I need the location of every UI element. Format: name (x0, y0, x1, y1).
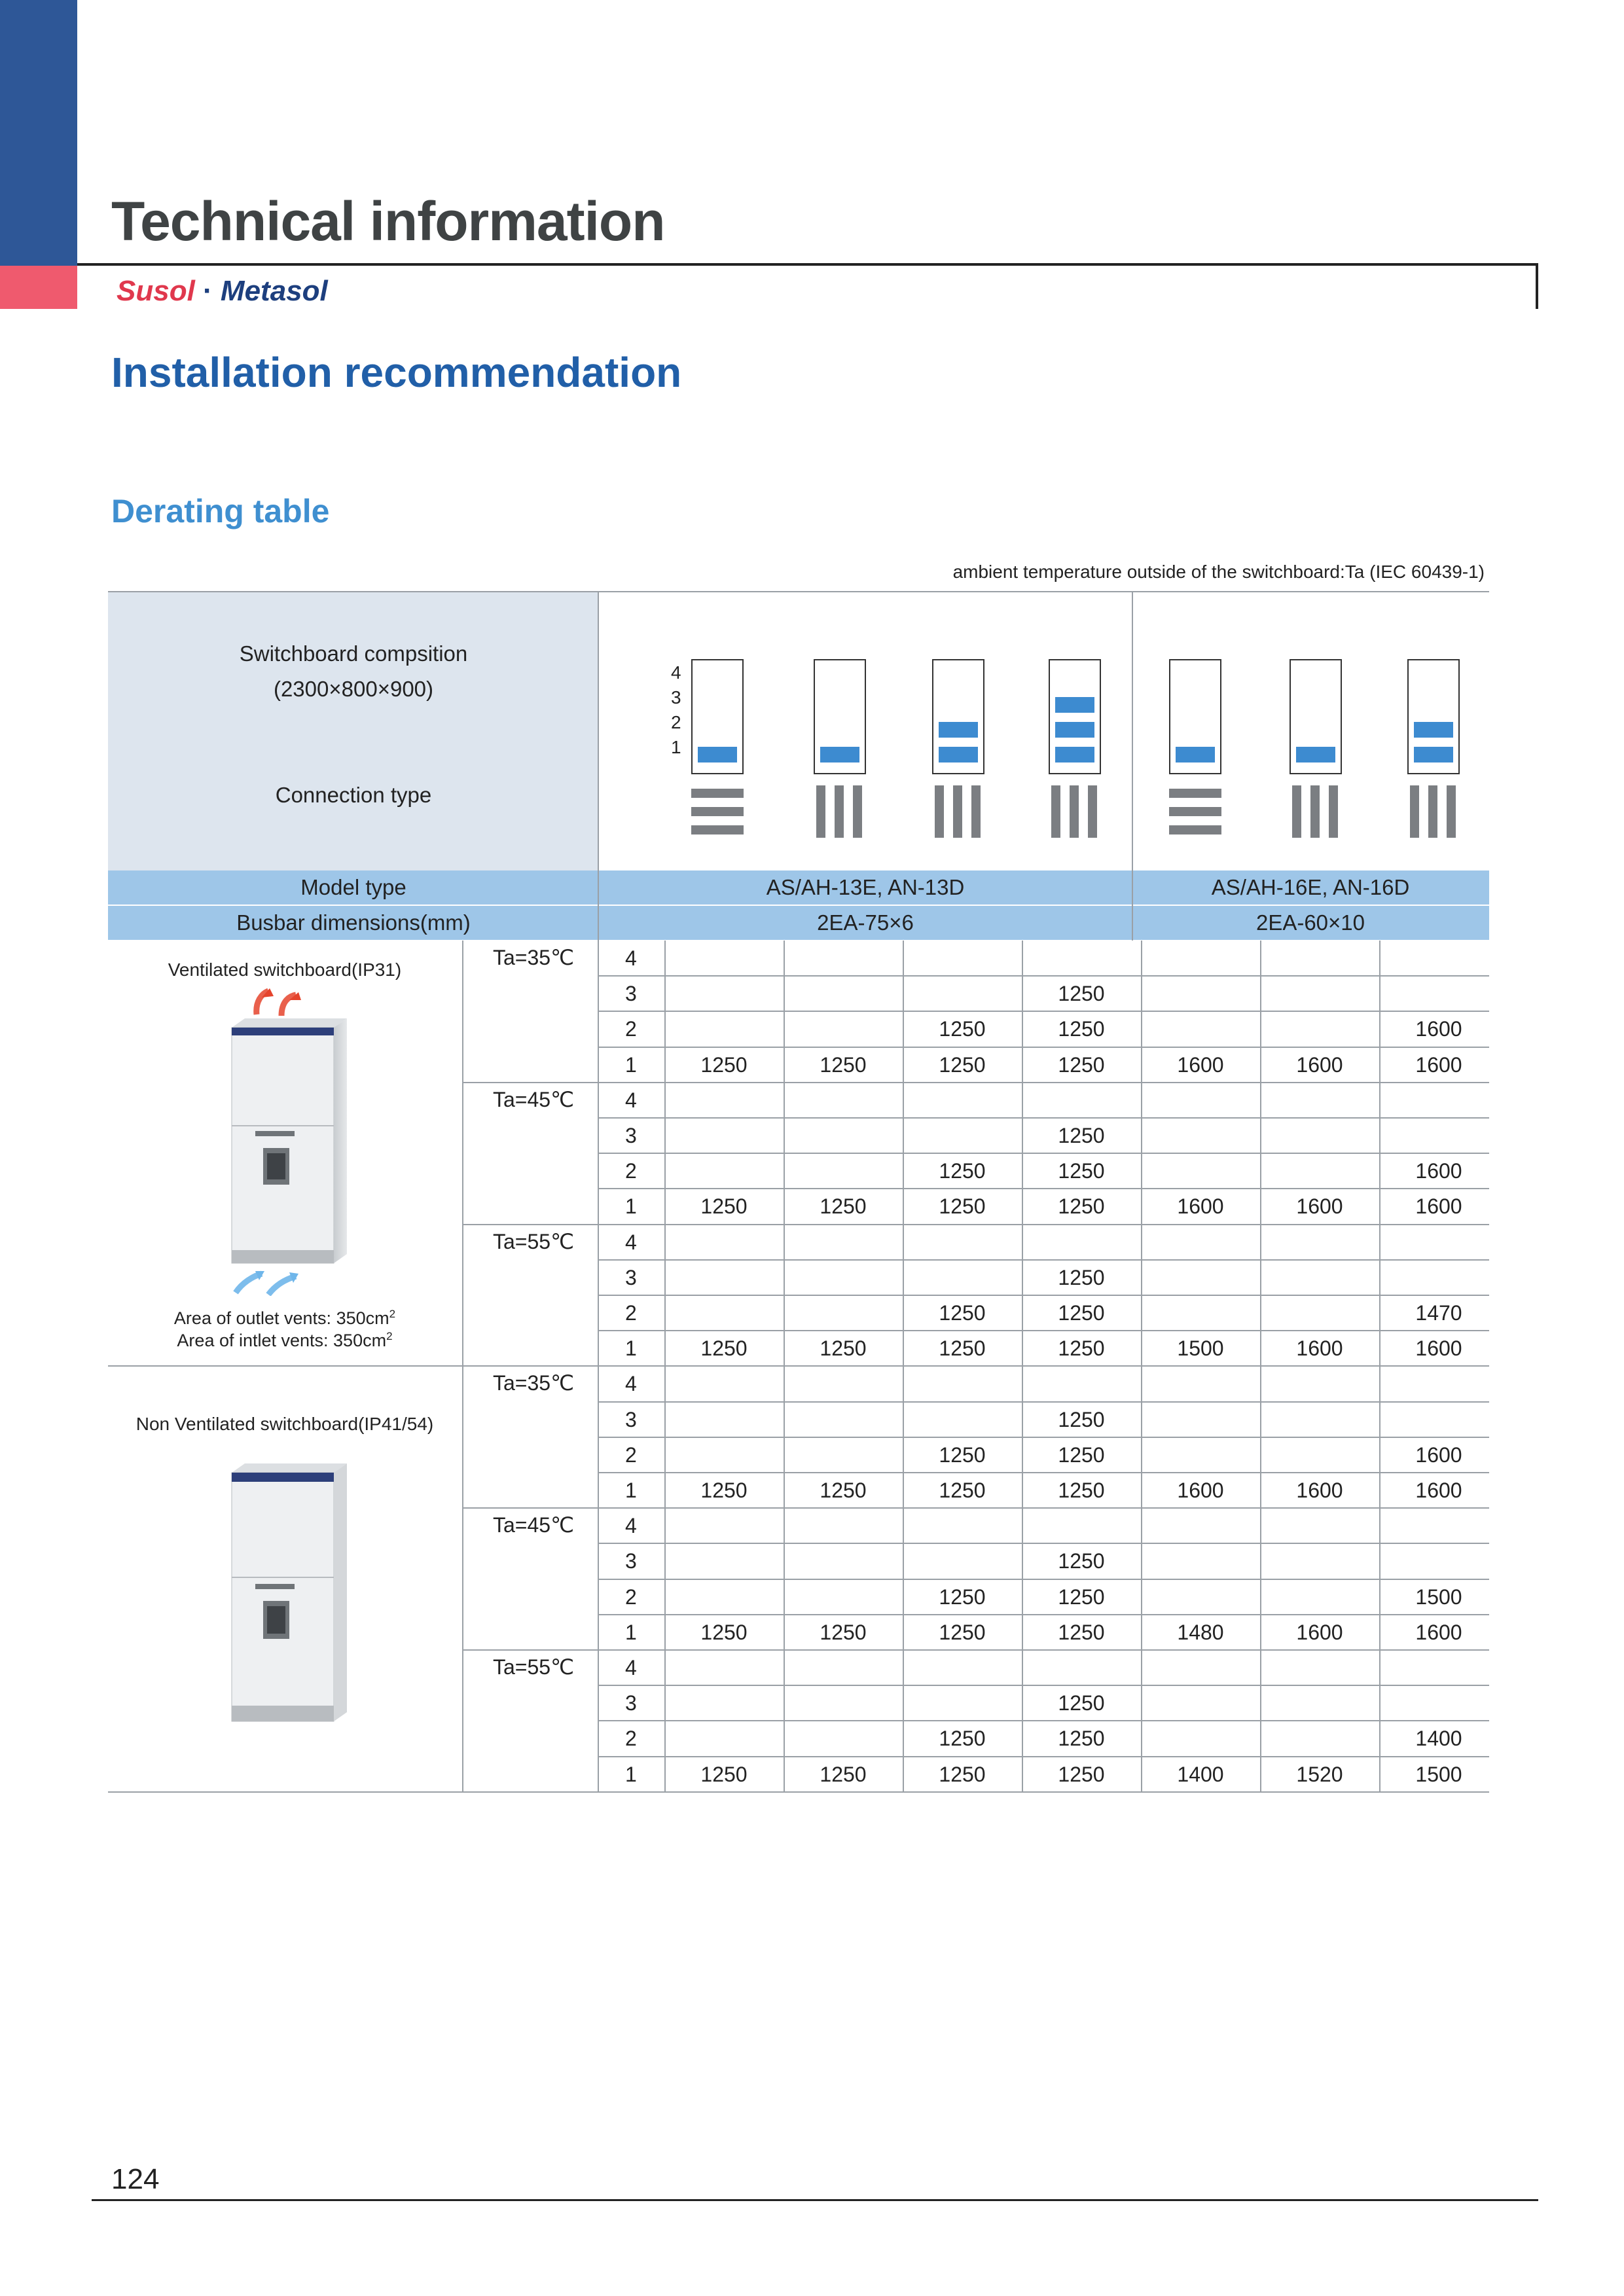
value-col-divider-1 (664, 941, 666, 1792)
vent-outlet-area (108, 1308, 461, 1329)
rating-cell: 1600 (1415, 1194, 1462, 1219)
temperature-block-rule (462, 1082, 599, 1083)
group-rule (108, 1791, 465, 1793)
value-col-divider-3 (903, 941, 904, 1792)
rating-cell: 1250 (939, 1336, 986, 1361)
busbar-vertical-2-2 (835, 785, 844, 838)
tier-number: 1 (625, 1194, 637, 1219)
composition-header-cell (108, 591, 599, 870)
rating-cell: 1250 (939, 1159, 986, 1183)
composition-dimensions: (2300×800×900) (273, 677, 434, 701)
temperature-block-rule (462, 1224, 599, 1225)
tier-fill-3-2 (939, 722, 978, 738)
rating-cell: 1600 (1415, 1479, 1462, 1502)
temperature-label: Ta=45℃ (493, 1513, 575, 1537)
rating-cell: 1250 (1058, 1762, 1105, 1786)
temperature-label: Ta=35℃ (493, 1371, 575, 1395)
brand-separator: · (203, 275, 213, 307)
rating-cell: 1600 (1415, 1159, 1462, 1183)
rating-cell: 1600 (1296, 1194, 1343, 1219)
busbar-vertical-3-1 (935, 785, 944, 838)
busbar-horizontal-5-3 (1169, 825, 1221, 834)
subsection-heading: Derating table (111, 493, 330, 529)
rating-cell: 1250 (700, 1052, 748, 1077)
rating-cell: 1480 (1177, 1620, 1224, 1644)
busbar-vertical-4-2 (1070, 785, 1079, 838)
busbar-horizontal-5-2 (1169, 807, 1221, 816)
tier-number: 2 (625, 1443, 637, 1467)
temperature-label: Ta=45℃ (493, 1087, 575, 1111)
tier-label-2: 2 (671, 712, 681, 732)
value-col-divider-6 (1260, 941, 1261, 1792)
tier-number: 1 (625, 1762, 637, 1786)
busbar-horizontal-1-1 (691, 789, 744, 798)
footer-rule (92, 2199, 1538, 2201)
tier-fill-4-3 (1055, 697, 1094, 713)
rating-cell: 1250 (820, 1479, 867, 1502)
side-accent-blue (0, 0, 77, 266)
group-rule (108, 1365, 465, 1367)
brand-susol: Susol (117, 275, 195, 307)
temperature-block-rule (462, 1649, 599, 1651)
tier-number: 4 (625, 1656, 637, 1679)
temperature-label: Ta=55℃ (493, 1655, 575, 1679)
rating-cell: 1600 (1296, 1620, 1343, 1644)
rating-cell: 1500 (1177, 1336, 1224, 1361)
rating-cell: 1600 (1415, 1336, 1462, 1361)
rating-cell: 1250 (1058, 1336, 1105, 1361)
rating-cell: 1250 (939, 1585, 986, 1609)
row-rule (598, 1507, 1489, 1509)
busbar-vertical-3-2 (953, 785, 962, 838)
brand-metasol: Metasol (220, 275, 328, 307)
row-rule (598, 1082, 1489, 1083)
busbar-label: Busbar dimensions(mm) (236, 910, 471, 935)
rating-cell: 1250 (1058, 1443, 1105, 1467)
rating-cell: 1250 (1058, 1052, 1105, 1077)
rating-cell: 1400 (1415, 1727, 1462, 1751)
rating-cell: 1400 (1177, 1762, 1224, 1786)
busbar-a: 2EA-75×6 (817, 910, 914, 935)
tier-number: 1 (625, 1479, 637, 1502)
connection-type-label: Connection type (275, 783, 432, 807)
temp-col-divider (462, 941, 463, 1792)
tier-number: 2 (625, 1017, 637, 1041)
rating-cell: 1600 (1177, 1479, 1224, 1502)
busbar-b: 2EA-60×10 (1255, 910, 1365, 935)
rating-cell: 1600 (1415, 1443, 1462, 1467)
busbar-vertical-7-1 (1410, 785, 1419, 838)
vent-inlet-unit-sup: 2 (386, 1330, 393, 1342)
tier-number: 4 (625, 1230, 637, 1254)
vent-outlet-text: Area of outlet vents: 350cm (173, 1308, 389, 1328)
rating-cell: 1250 (1058, 1407, 1105, 1431)
brand-logo (117, 275, 328, 308)
vent-inlet-area (108, 1330, 461, 1351)
rating-cell: 1250 (1058, 1194, 1105, 1219)
busbar-vertical-6-3 (1329, 785, 1338, 838)
value-col-divider-4 (1022, 941, 1023, 1792)
rating-cell: 1250 (939, 1762, 986, 1786)
tier-number: 3 (625, 982, 637, 1006)
rating-cell: 1250 (939, 1620, 986, 1644)
rating-cell: 1250 (939, 1443, 986, 1467)
row-rule (598, 1365, 1489, 1367)
rating-cell: 1250 (700, 1620, 748, 1644)
tier-number: 2 (625, 1159, 637, 1183)
busbar-horizontal-1-3 (691, 825, 744, 834)
busbar-horizontal-5-1 (1169, 789, 1221, 798)
tier-number: 3 (625, 1549, 637, 1573)
value-col-divider-2 (784, 941, 785, 1792)
rating-cell: 1500 (1415, 1762, 1462, 1786)
tier-label-3: 3 (671, 687, 681, 708)
rating-cell: 1250 (1058, 1479, 1105, 1502)
value-col-divider-7 (1379, 941, 1380, 1792)
rating-cell: 1250 (1058, 1301, 1105, 1325)
non-ventilated-switchboard-image (216, 1446, 373, 1748)
busbar-vertical-2-3 (853, 785, 862, 838)
busbar-vertical-4-1 (1051, 785, 1060, 838)
title-rule-end (1536, 263, 1538, 309)
rating-cell: 1520 (1296, 1762, 1343, 1786)
tier-fill-4-1 (1055, 747, 1094, 762)
tier-number: 2 (625, 1301, 637, 1325)
inlet-arrow-2 (268, 1276, 296, 1295)
tier-number: 3 (625, 1407, 637, 1431)
rating-cell: 1250 (1058, 1017, 1105, 1041)
tier-fill-6-1 (1296, 747, 1335, 762)
vent-outlet-unit-sup: 2 (389, 1308, 396, 1320)
ambient-note: ambient temperature outside of the switchboard:Ta (IEC 60439-1) (952, 562, 1485, 582)
busbar-vertical-4-3 (1088, 785, 1097, 838)
rating-cell: 1600 (1296, 1052, 1343, 1077)
tier-number: 3 (625, 1691, 637, 1715)
rating-cell: 1250 (700, 1479, 748, 1502)
temperature-block-rule (462, 1791, 599, 1793)
row-rule (598, 1224, 1489, 1225)
tier-number: 2 (625, 1727, 637, 1751)
rating-cell: 1250 (939, 1052, 986, 1077)
side-accent-red (0, 266, 77, 309)
rating-cell: 1600 (1177, 1052, 1224, 1077)
busbar-vertical-3-3 (971, 785, 981, 838)
model-type-a: AS/AH-13E, AN-13D (766, 875, 965, 899)
title-rule (77, 263, 1538, 266)
tier-number: 1 (625, 1052, 637, 1077)
value-col-divider-5 (1141, 941, 1142, 1792)
ventilated-switchboard-image (216, 988, 373, 1296)
rating-cell: 1250 (700, 1762, 748, 1786)
busbar-vertical-6-1 (1292, 785, 1301, 838)
header-divider-mid (1132, 591, 1133, 941)
rating-cell: 1600 (1177, 1194, 1224, 1219)
rating-cell: 1250 (1058, 1159, 1105, 1183)
tier-fill-4-2 (1055, 722, 1094, 738)
tier-fill-3-1 (939, 747, 978, 762)
composition-label: Switchboard compsition (239, 641, 468, 666)
page-number: 124 (111, 2163, 160, 2195)
tier-number: 2 (625, 1585, 637, 1609)
busbar-horizontal-1-2 (691, 807, 744, 816)
tier-number: 4 (625, 1514, 637, 1538)
busbar-vertical-2-1 (816, 785, 825, 838)
rating-cell: 1600 (1296, 1336, 1343, 1361)
rating-cell: 1250 (820, 1762, 867, 1786)
rating-cell: 1250 (939, 1479, 986, 1502)
page-title: Technical information (111, 190, 665, 252)
tier-label-4: 4 (671, 662, 681, 683)
rating-cell: 1250 (820, 1194, 867, 1219)
vent-inlet-text: Area of intlet vents: 350cm (177, 1331, 387, 1350)
rating-cell: 1600 (1415, 1052, 1462, 1077)
rating-cell: 1250 (820, 1336, 867, 1361)
tier-number: 4 (625, 1088, 637, 1112)
tier-number: 1 (625, 1336, 637, 1361)
busbar-vertical-7-2 (1428, 785, 1437, 838)
rating-cell: 1600 (1415, 1620, 1462, 1644)
tier-fill-2-1 (820, 747, 859, 762)
temperature-label: Ta=35℃ (493, 946, 575, 969)
row-rule (598, 1649, 1489, 1651)
tier-fill-7-1 (1414, 747, 1453, 762)
tier-fill-7-2 (1414, 722, 1453, 738)
section-heading: Installation recommendation (111, 349, 682, 396)
ventilated-label: Ventilated switchboard(IP31) (168, 960, 402, 980)
rating-cell: 1250 (1058, 1124, 1105, 1147)
rating-cell: 1250 (700, 1194, 748, 1219)
tier-number: 3 (625, 1124, 637, 1147)
rating-cell: 1250 (1058, 1727, 1105, 1751)
rating-cell: 1250 (1058, 1691, 1105, 1715)
rating-cell: 1470 (1415, 1301, 1462, 1325)
tier-number: 4 (625, 1372, 637, 1396)
tier-col-divider (598, 941, 599, 1792)
model-type-label: Model type (300, 875, 406, 899)
temperature-block-rule (462, 1507, 599, 1509)
rating-cell: 1250 (1058, 1585, 1105, 1609)
rating-cell: 1250 (700, 1336, 748, 1361)
busbar-vertical-6-2 (1310, 785, 1320, 838)
temperature-label: Ta=55℃ (493, 1229, 575, 1253)
rating-cell: 1250 (820, 1620, 867, 1644)
rating-cell: 1250 (1058, 1265, 1105, 1289)
table-top-rule (108, 591, 1489, 592)
header-divider-left (598, 591, 599, 941)
rating-cell: 1500 (1415, 1585, 1462, 1609)
tier-fill-5-1 (1176, 747, 1215, 762)
tier-number: 4 (625, 946, 637, 970)
tier-label-1: 1 (671, 737, 681, 757)
tier-fill-1-1 (698, 747, 737, 762)
rating-cell: 1250 (939, 1727, 986, 1751)
tier-number: 3 (625, 1265, 637, 1289)
rating-cell: 1250 (939, 1194, 986, 1219)
row-rule (598, 1791, 1489, 1793)
rating-cell: 1600 (1296, 1479, 1343, 1502)
model-type-b: AS/AH-16E, AN-16D (1211, 875, 1410, 899)
rating-cell: 1250 (939, 1301, 986, 1325)
rating-cell: 1250 (1058, 1620, 1105, 1644)
temperature-block-rule (462, 1365, 599, 1367)
rating-cell: 1250 (820, 1052, 867, 1077)
tier-number: 1 (625, 1620, 637, 1644)
rating-cell: 1250 (1058, 1549, 1105, 1573)
rating-cell: 1600 (1415, 1017, 1462, 1041)
rating-cell: 1250 (939, 1017, 986, 1041)
rating-cell: 1250 (1058, 982, 1105, 1006)
busbar-vertical-7-3 (1447, 785, 1456, 838)
non-ventilated-label: Non Ventilated switchboard(IP41/54) (135, 1414, 434, 1434)
